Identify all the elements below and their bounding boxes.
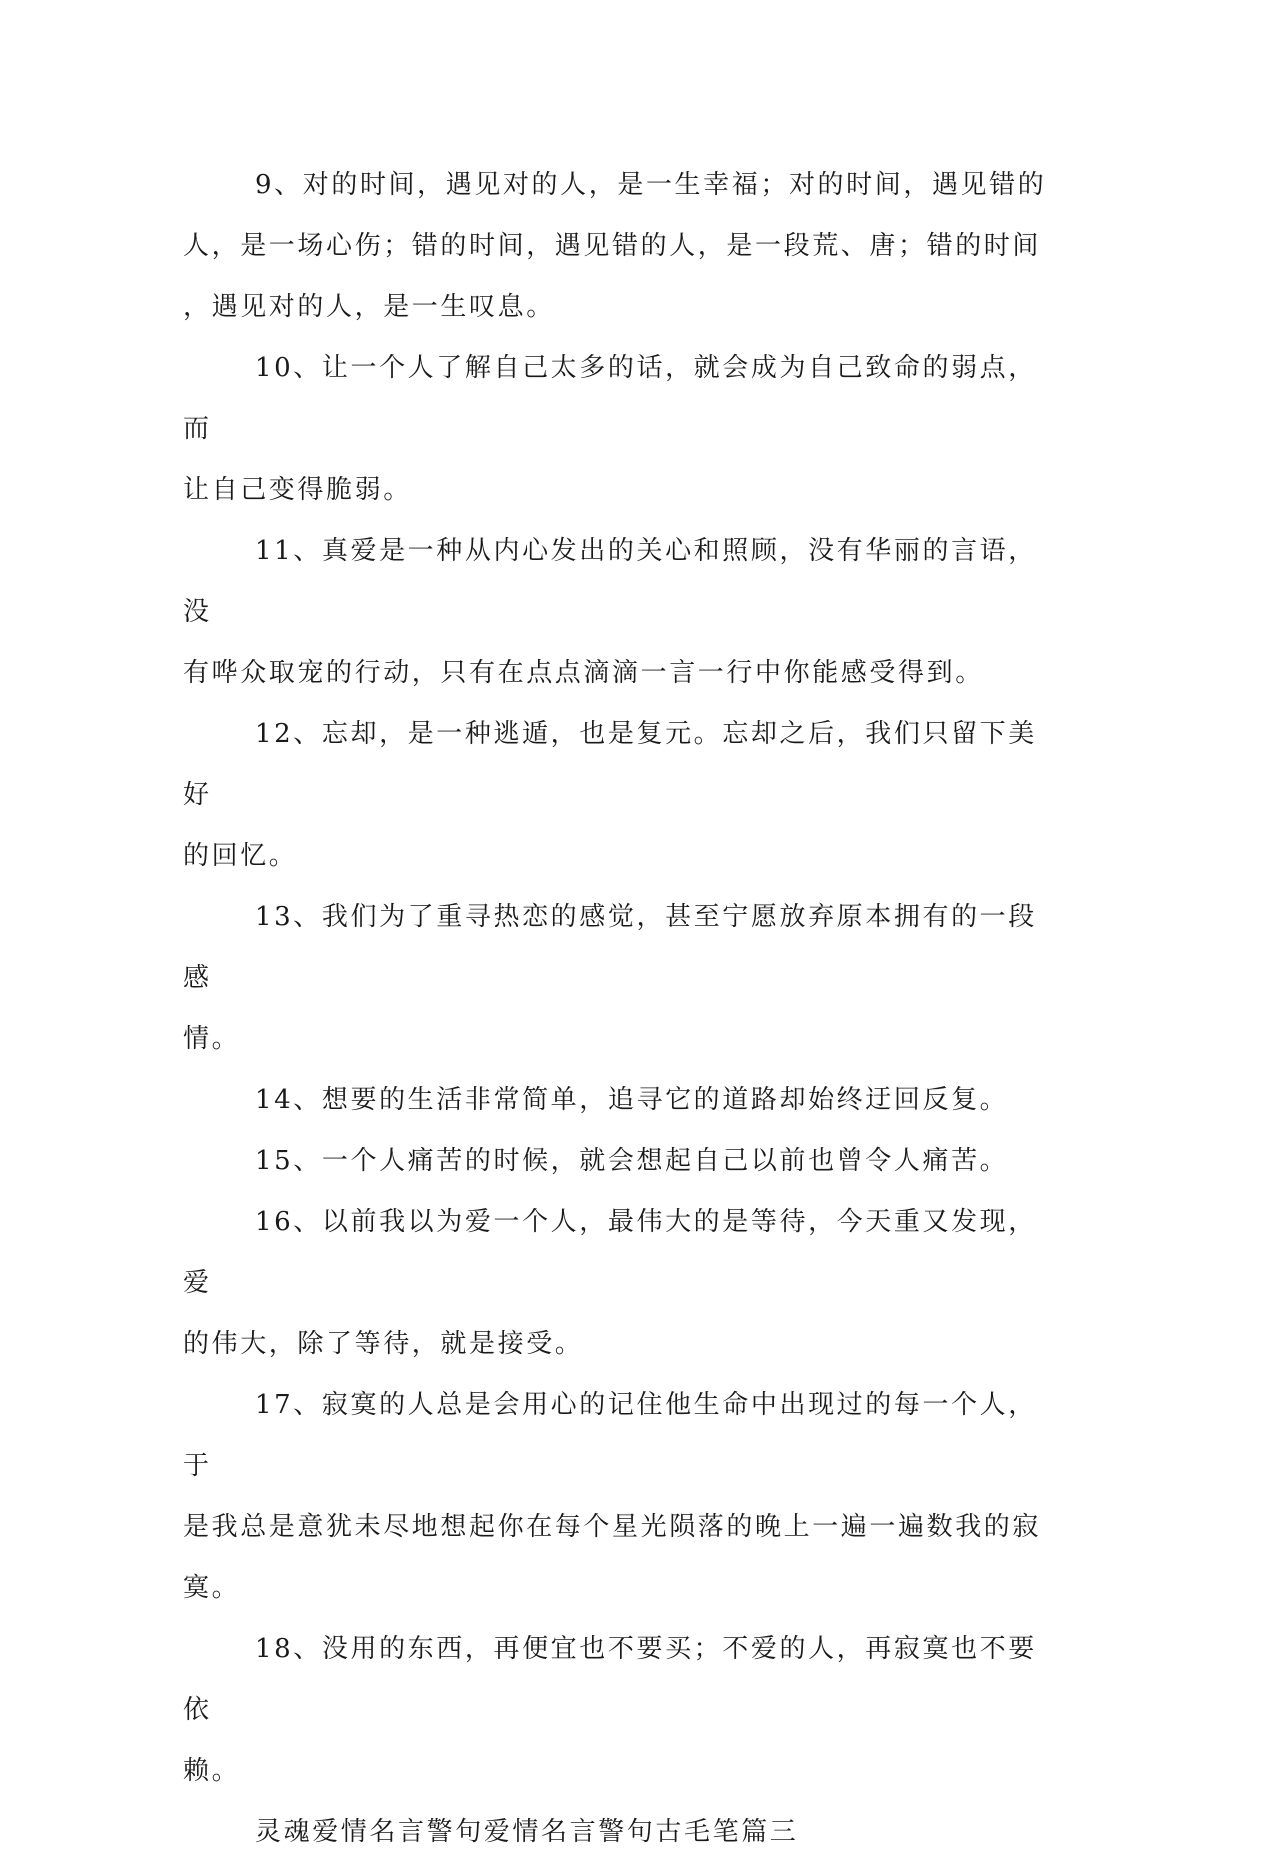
paragraph-quote-17: 17、寂寞的人总是会用心的记住他生命中出现过的每一个人，于 是我总是意犹未尽地想起你在每个星光陨落的晚上一遍一遍数我的寂 寞。 — [183, 1390, 1042, 1603]
document-body — [183, 155, 1063, 1863]
paragraph-quote-13: 13、我们为了重寻热恋的感觉，甚至宁愿放弃原本拥有的一段感 情。 — [183, 902, 1037, 1054]
paragraph-quote-14: 14、想要的生活非常简单，追寻它的道路却始终迂回反复。 — [255, 1085, 1009, 1115]
paragraph-quote-11: 11、真爱是一种从内心发出的关心和照顾，没有华丽的言语，没 有哗众取宠的行动，只有在点点滴滴一言一行中你能感受得到。 — [183, 536, 1037, 688]
paragraph-quote-9: 9、对的时间，遇见对的人，是一生幸福；对的时间，遇见错的 人，是一场心伤；错的时间，遇见错的人，是一段荒、唐；错的时间 ，遇见对的人，是一生叹息。 — [183, 170, 1047, 322]
section-heading: 灵魂爱情名言警句爱情名言警句古毛笔篇三 — [255, 1817, 799, 1847]
paragraph-quote-12: 12、忘却，是一种逃遁，也是复元。忘却之后，我们只留下美好 的回忆。 — [183, 719, 1037, 871]
paragraph-quote-15: 15、一个人痛苦的时候，就会想起自己以前也曾令人痛苦。 — [255, 1146, 1009, 1176]
paragraph-quote-16: 16、以前我以为爱一个人，最伟大的是等待，今天重又发现，爱 的伟大，除了等待，就是接受。 — [183, 1207, 1037, 1359]
paragraph-quote-10: 10、让一个人了解自己太多的话，就会成为自己致命的弱点，而 让自己变得脆弱。 — [183, 353, 1037, 505]
paragraph-quote-18: 18、没用的东西，再便宜也不要买；不爱的人，再寂寞也不要依 赖。 — [183, 1634, 1037, 1786]
